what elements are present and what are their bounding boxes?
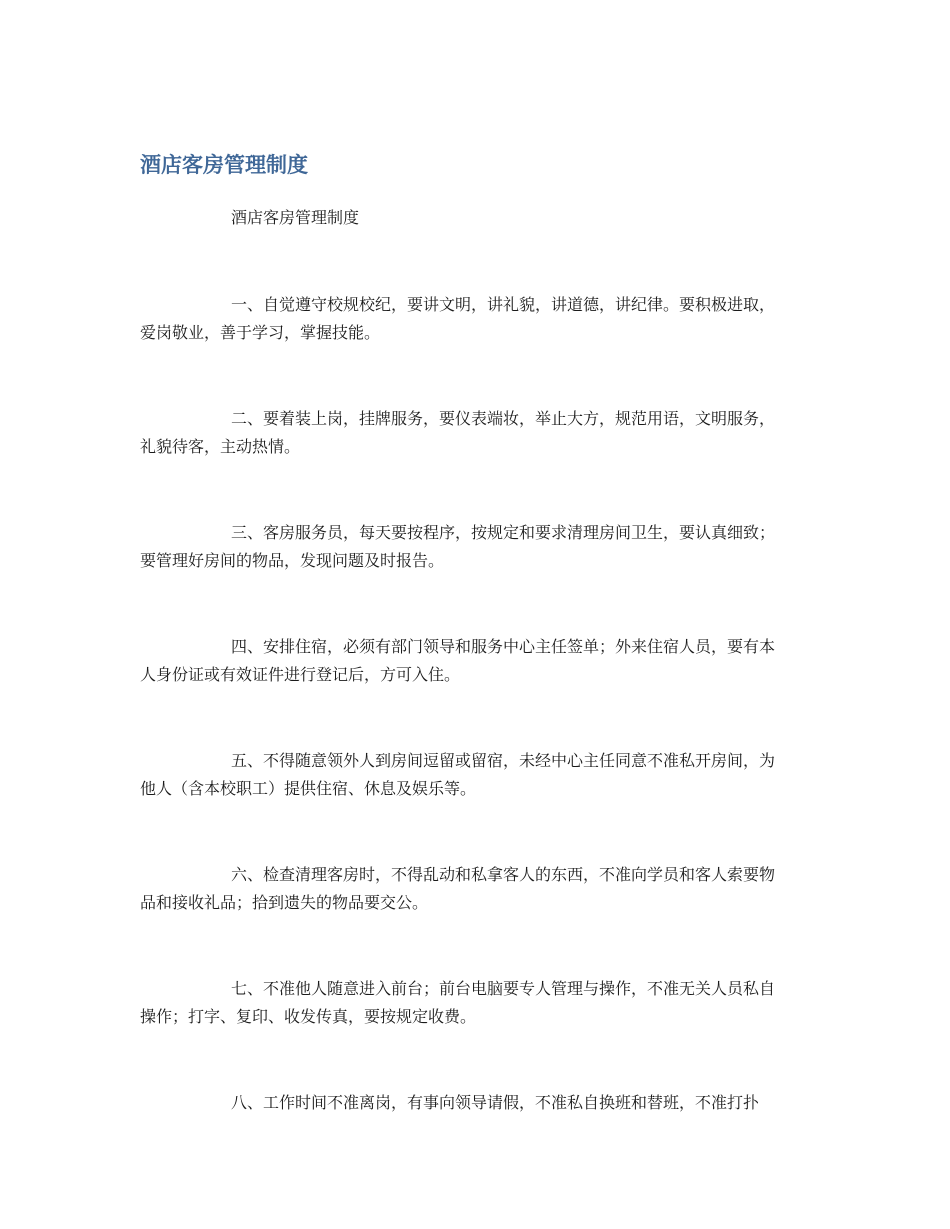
- rule-paragraph-1: [140, 291, 815, 347]
- paragraph-line: 品和接收礼品；拾到遗失的物品要交公。: [140, 893, 429, 912]
- paragraph-line: 要管理好房间的物品，发现问题及时报告。: [140, 551, 445, 570]
- rule-paragraph-8: [140, 1089, 815, 1145]
- rule-paragraph-2: [140, 405, 815, 461]
- paragraph-line: [140, 1117, 815, 1145]
- paragraph-line: 七、不准他人随意进入前台；前台电脑要专人管理与操作，不准无关人员私自: [231, 979, 776, 998]
- paragraph-line: 二、要着装上岗，挂牌服务，要仪表端妆，举止大方，规范用语，文明服务，: [231, 409, 776, 428]
- paragraph-line: 六、检查清理客房时，不得乱动和私拿客人的东西，不准向学员和客人索要物: [231, 865, 776, 884]
- document-title: 酒店客房管理制度: [140, 153, 308, 177]
- rule-paragraph-7: [140, 975, 815, 1031]
- rule-paragraph-6: [140, 861, 815, 917]
- paragraph-line: 三、客房服务员，每天要按程序，按规定和要求清理房间卫生，要认真细致；: [231, 523, 776, 542]
- document-subtitle: 酒店客房管理制度: [231, 208, 360, 227]
- paragraph-line: 八、工作时间不准离岗，有事向领导请假，不准私自换班和替班，不准打扑: [231, 1093, 760, 1112]
- paragraph-line: 人身份证或有效证件进行登记后，方可入住。: [140, 665, 461, 684]
- paragraph-line: 一、自觉遵守校规校纪，要讲文明，讲礼貌，讲道德，讲纪律。要积极进取，: [231, 295, 776, 314]
- rule-paragraph-5: [140, 747, 815, 803]
- rule-paragraph-4: [140, 633, 815, 689]
- paragraph-line: 爱岗敬业，善于学习，掌握技能。: [140, 323, 381, 342]
- rule-paragraph-3: [140, 519, 815, 575]
- paragraph-line: 他人（含本校职工）提供住宿、休息及娱乐等。: [140, 779, 477, 798]
- paragraph-line: 礼貌待客，主动热情。: [140, 437, 301, 456]
- paragraph-line: 四、安排住宿，必须有部门领导和服务中心主任签单；外来住宿人员，要有本: [231, 637, 776, 656]
- paragraph-line: 操作；打字、复印、收发传真，要按规定收费。: [140, 1007, 477, 1026]
- paragraph-line: 五、不得随意领外人到房间逗留或留宿，未经中心主任同意不准私开房间，为: [231, 751, 776, 770]
